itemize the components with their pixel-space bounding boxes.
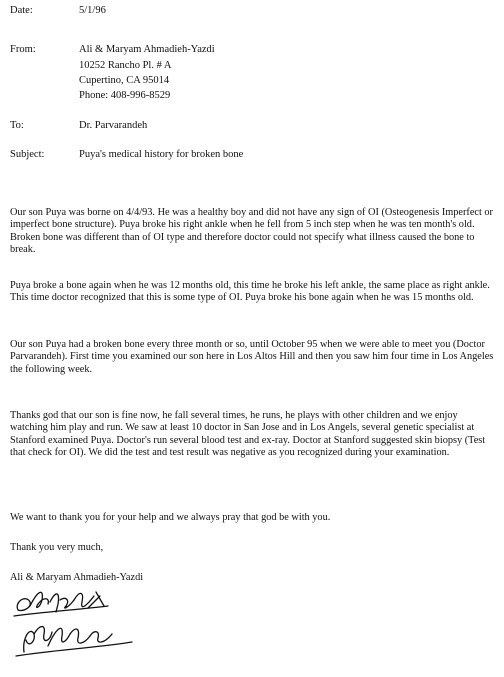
closing-line: Thank you very much, <box>10 542 104 553</box>
to-value: Dr. Parvarandeh <box>79 120 148 131</box>
from-line-2: 10252 Rancho Pl. # A <box>79 60 172 71</box>
subject-label: Subject: <box>10 149 45 160</box>
signatory-name: Ali & Maryam Ahmadieh-Yazdi <box>10 572 144 583</box>
paragraph-1: Our son Puya was borne on 4/4/93. He was a healthy boy and did not have any sign of OI (Osteogenesis Imperfect or imperfect bone structure). Puya broke his right ankle when he fell from 5 inch step when he was ten month's old. Broken bone was different than of OI type and therefore doctor could not specify what illness caused the bone to break. <box>10 207 493 256</box>
paragraph-5: We want to thank you for your help and we always pray that god be with you. <box>10 512 331 523</box>
date-value: 5/1/96 <box>79 5 106 16</box>
paragraph-2: Puya broke a bone again when he was 12 months old, this time he broke his left ankle, the same place as right ankle. This time doctor recognized that this is some type of OI. Puya broke his bone again when he was 15 months old. <box>10 280 490 304</box>
paragraph-3: Our son Puya had a broken bone every three month or so, until October 95 when we were able to meet you (Doctor Parvarandeh). First time you examined our son here in Los Altos Hill and then you saw him four time in Los Angeles the following week. <box>10 339 494 375</box>
subject-value: Puya's medical history for broken bone <box>79 149 244 160</box>
from-line-4: Phone: 408-996-8529 <box>79 90 171 101</box>
from-label: From: <box>10 44 36 55</box>
to-label: To: <box>10 120 24 131</box>
paragraph-4: Thanks god that our son is fine now, he fall several times, he runs, he plays with other children and we enjoy watching him play and run. We saw at least 10 doctor in San Jose and in Los Angels, several genetic specialist at Stanford examined Puya. Doctor's run several blood test and ex-ray. Doctor at Stanford suggested skin biopsy (Test that check for OI). We did the test and test result was negative as you recognized during your examination. <box>10 410 486 459</box>
date-label: Date: <box>10 5 33 16</box>
handwritten-signature-image <box>4 582 154 662</box>
from-line-3: Cupertino, CA 95014 <box>79 75 170 86</box>
from-line-1: Ali & Maryam Ahmadieh-Yazdi <box>79 44 215 55</box>
